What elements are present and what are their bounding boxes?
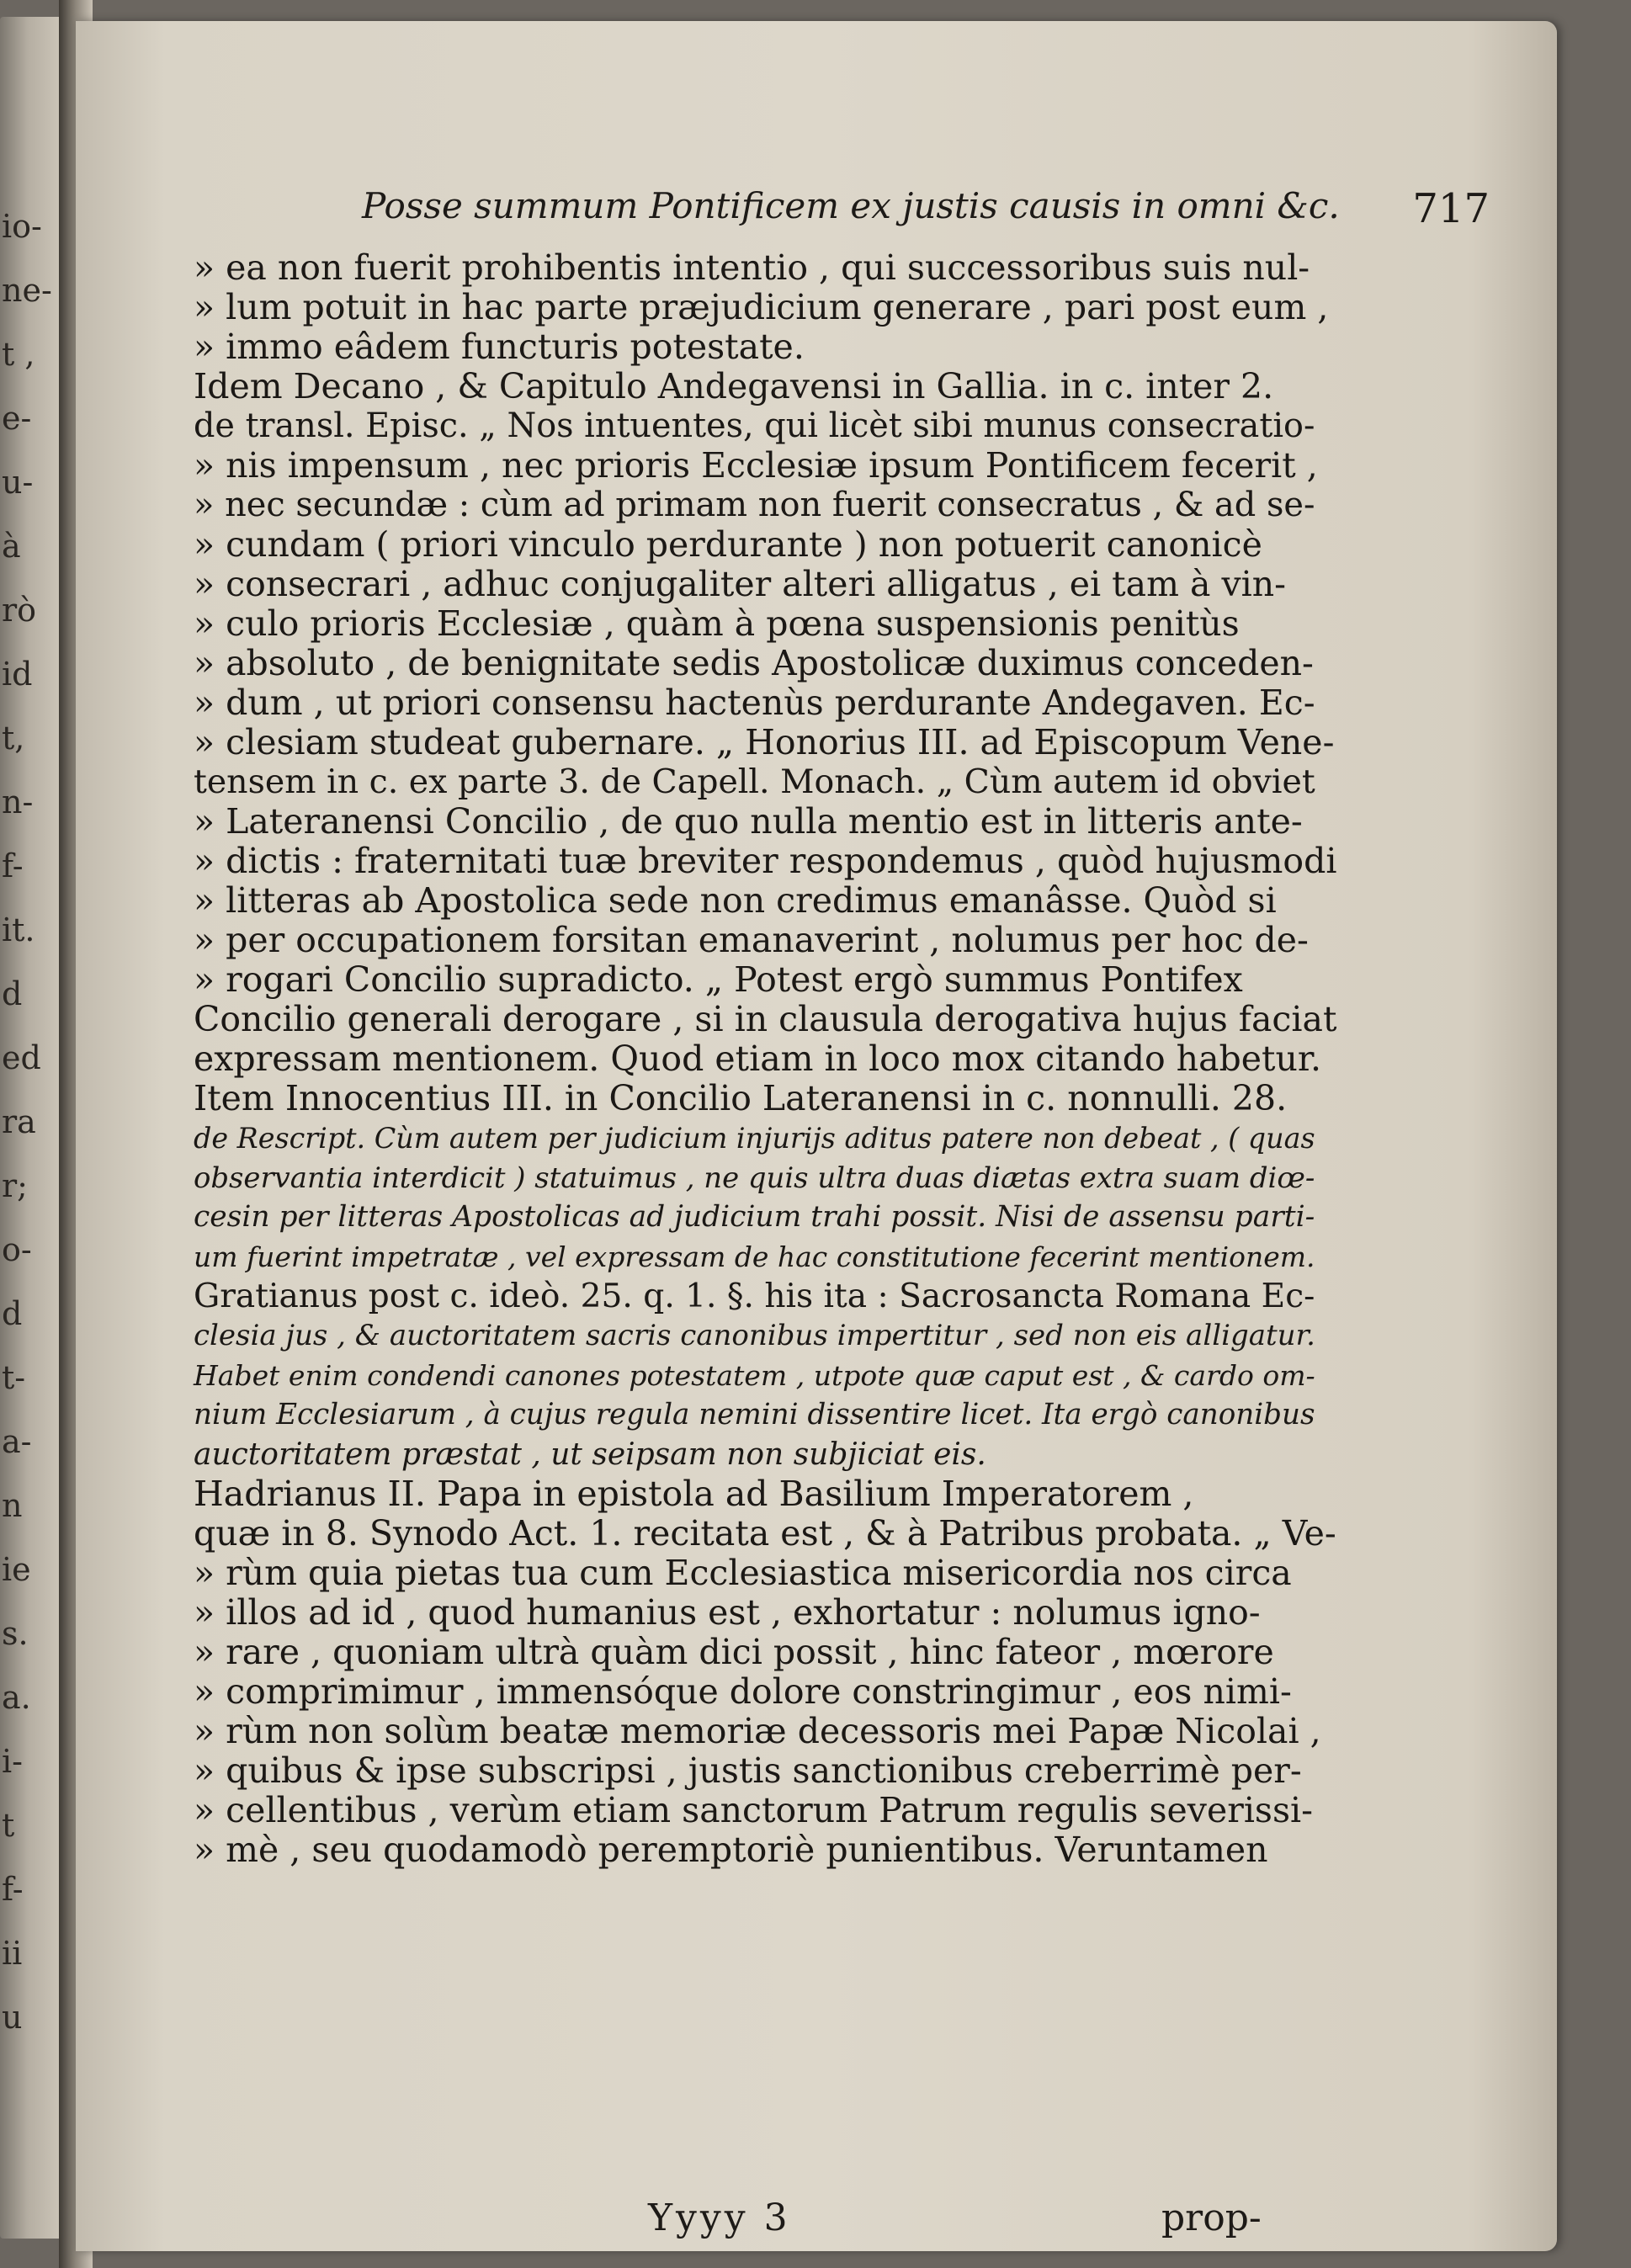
text-line: » mè , seu quodamodò peremptoriè punientibus. Veruntamen (194, 1830, 1268, 1870)
left-page-fragment: n (2, 1487, 23, 1524)
text-line: Hadrianus II. Papa in epistola ad Basilium Imperatorem , (194, 1474, 1194, 1514)
text-line: » absoluto , de benignitate sedis Apostolicæ duximus conceden- (194, 643, 1314, 683)
left-page-fragment: ra (2, 1103, 36, 1140)
left-page-fragment: d (2, 975, 23, 1012)
left-page-fragment: i- (2, 1743, 23, 1780)
text-line: » dum , ut priori consensu hactenùs perdurante Andegaven. Ec- (194, 683, 1315, 723)
left-page-fragment: s. (2, 1615, 29, 1652)
left-page-fragment: f- (2, 1871, 24, 1908)
text-line: » comprimimur , immensóque dolore constringimur , eos nimi- (194, 1671, 1292, 1712)
left-page-fragment: à (2, 528, 21, 565)
catchword: prop- (1161, 2196, 1262, 2239)
running-head-title: Posse summum Pontificem ex justis causis in omni &c. (362, 185, 1340, 226)
text-line: » nis impensum , nec prioris Ecclesiæ ipsum Pontificem fecerit , (194, 445, 1318, 486)
text-line: » immo eâdem functuris potestate. (194, 327, 805, 367)
left-page-fragment: d (2, 1295, 23, 1332)
text-line: tensem in c. ex parte 3. de Capell. Monach. „ Cùm autem id obviet (194, 762, 1315, 801)
left-page-fragment: u- (2, 464, 34, 501)
text-line: Gratianus post c. ideò. 25. q. 1. §. his ita : Sacrosancta Romana Ec- (194, 1277, 1315, 1315)
text-line: » clesiam studeat gubernare. „ Honorius III. ad Episcopum Vene- (194, 722, 1335, 762)
text-line: » cellentibus , verùm etiam sanctorum Patrum regulis severissi- (194, 1790, 1313, 1830)
left-page-fragment: r; (2, 1167, 28, 1204)
left-page-fragment: it. (2, 911, 35, 948)
text-line: » rùm non solùm beatæ memoriæ decessoris mei Papæ Nicolai , (194, 1711, 1321, 1751)
left-page-fragment: rò (2, 592, 37, 629)
text-line: » illos ad id , quod humanius est , exhortatur : nolumus igno- (194, 1592, 1261, 1633)
left-page-fragment: ii (2, 1935, 23, 1972)
book-page (76, 21, 1557, 2251)
left-page-fragment: n- (2, 783, 34, 821)
page-number: 717 (1412, 185, 1490, 232)
text-line: Item Innocentius III. in Concilio Lateranensi in c. nonnulli. 28. (194, 1078, 1288, 1118)
left-page-fragment: ed (2, 1039, 41, 1076)
text-line: » rùm quia pietas tua cum Ecclesiastica misericordia nos circa (194, 1553, 1292, 1593)
text-line: quæ in 8. Synodo Act. 1. recitata est , & à Patribus probata. „ Ve- (194, 1513, 1336, 1554)
text-line: Habet enim condendi canones potestatem , utpote quæ caput est , & cardo om- (194, 1359, 1315, 1392)
left-page-fragment: ie (2, 1551, 31, 1588)
text-line: » Lateranensi Concilio , de quo nulla mentio est in litteris ante- (194, 801, 1303, 842)
text-line: de transl. Episc. „ Nos intuentes, qui licèt sibi munus consecratio- (194, 406, 1315, 445)
text-line: » per occupationem forsitan emanaverint , nolumus per hoc de- (194, 920, 1309, 960)
left-page-fragment: a. (2, 1679, 31, 1716)
text-line: » nec secundæ : cùm ad primam non fuerit consecratus , & ad se- (194, 486, 1315, 524)
left-page-fragment: a- (2, 1423, 32, 1460)
body-text (194, 248, 1338, 1870)
left-page-fragment: t , (2, 336, 35, 373)
text-line: » culo prioris Ecclesiæ , quàm à pœna suspensionis penitùs (194, 603, 1240, 644)
left-page-fragment: t- (2, 1359, 26, 1396)
text-line: nium Ecclesiarum , à cujus regula nemini dissentire licet. Ita ergò canonibus (194, 1398, 1315, 1431)
signature-mark: Yyyy 3 (648, 2196, 791, 2239)
left-page-fragment: t (2, 1807, 15, 1844)
text-line: expressam mentionem. Quod etiam in loco mox citando habetur. (194, 1038, 1322, 1079)
text-line: de Rescript. Cùm autem per judicium injurijs aditus patere non debeat , ( quas (194, 1122, 1315, 1155)
text-line: » lum potuit in hac parte præjudicium generare , pari post eum , (194, 287, 1329, 327)
left-page-fragment: id (2, 656, 33, 693)
text-line: » rare , quoniam ultrà quàm dici possit , hinc fateor , mœrore (194, 1632, 1274, 1672)
left-page-fragment: t, (2, 720, 25, 757)
text-line: um fuerint impetratæ , vel expressam de hac constitutione fecerint mentionem. (194, 1240, 1315, 1273)
running-head (362, 185, 1490, 244)
text-line: cesin per litteras Apostolicas ad judicium trahi possit. Nisi de assensu parti- (194, 1200, 1315, 1234)
left-page-fragment: e- (2, 400, 32, 437)
text-line: » ea non fuerit prohibentis intentio , qui successoribus suis nul- (194, 247, 1310, 288)
text-line: Idem Decano , & Capitulo Andegavensi in Gallia. in c. inter 2. (194, 366, 1274, 406)
left-page-fragment: io- (2, 208, 42, 245)
text-line: » litteras ab Apostolica sede non credimus emanâsse. Quòd si (194, 880, 1277, 921)
text-line: Concilio generali derogare , si in clausula derogativa hujus faciat (194, 999, 1337, 1039)
text-line: » cundam ( priori vinculo perdurante ) non potuerit canonicè (194, 524, 1262, 565)
left-page-fragment: ne- (2, 272, 52, 309)
text-line: observantia interdicit ) statuimus , ne quis ultra duas diætas extra suam diœ- (194, 1161, 1315, 1194)
text-line: auctoritatem præstat , ut seipsam non subjiciat eis. (194, 1437, 986, 1472)
text-line: » rogari Concilio supradicto. „ Potest ergò summus Pontifex (194, 959, 1243, 1000)
text-line: clesia jus , & auctoritatem sacris canonibus impertitur , sed non eis alligatur. (194, 1319, 1315, 1352)
text-line: » quibus & ipse subscripsi , justis sanctionibus creberrimè per- (194, 1750, 1302, 1791)
text-line: » consecrari , adhuc conjugaliter alteri alligatus , ei tam à vin- (194, 564, 1287, 604)
left-page-fragment: o- (2, 1231, 32, 1268)
text-line: » dictis : fraternitati tuæ breviter respondemus , quòd hujusmodi (194, 841, 1337, 881)
left-page-fragment: f- (2, 847, 24, 884)
left-page-fragment: u (2, 1999, 23, 2036)
